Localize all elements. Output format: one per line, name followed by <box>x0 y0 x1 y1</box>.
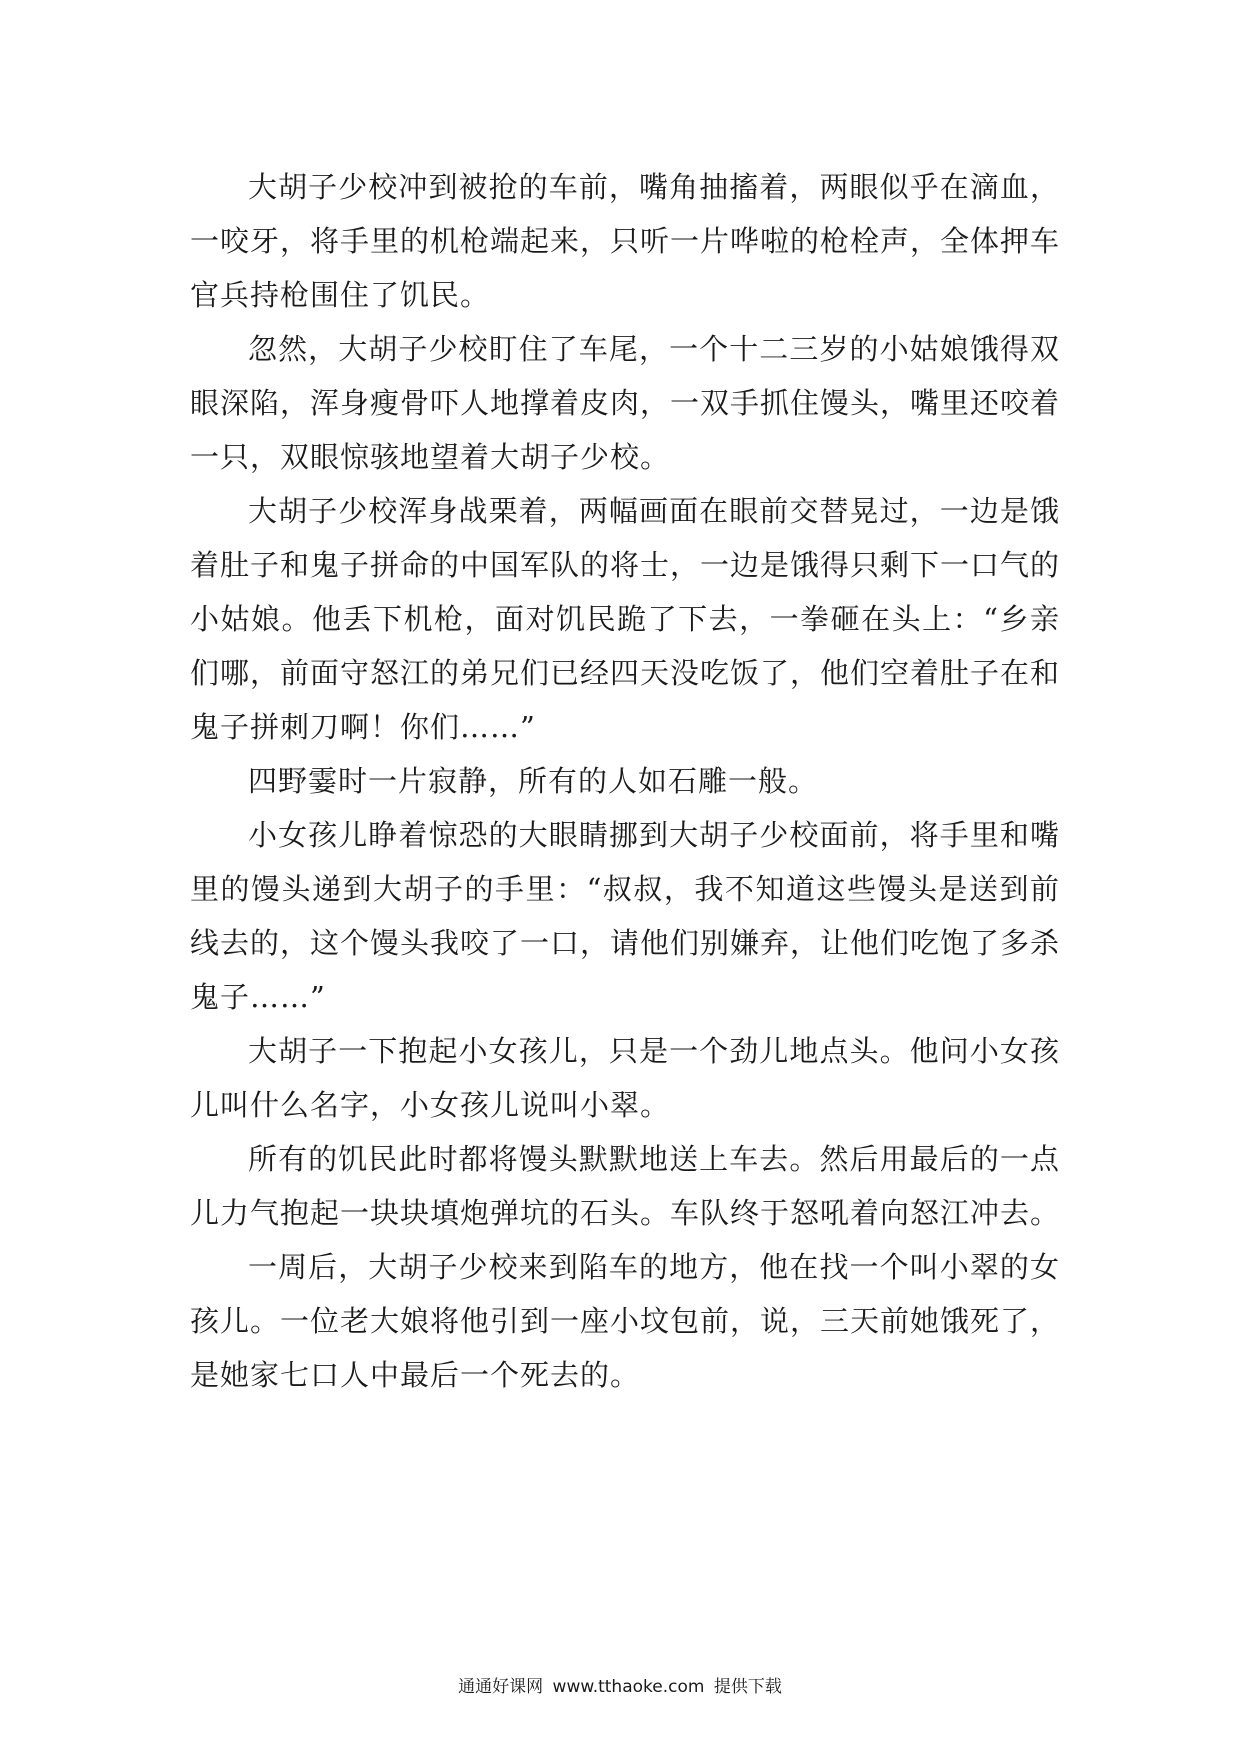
paragraph-4: 四野霎时一片寂静，所有的人如石雕一般。 <box>248 764 819 798</box>
page-footer: 通通好课网 www.tthaoke.com 提供下载 <box>458 1677 782 1697</box>
paragraph-1: 大胡子少校冲到被抢的车前，嘴角抽搐着，两眼似乎在滴血，一咬牙，将手里的机枪端起来，只听一片哗啦的枪栓声，全体押车官兵持枪围住了饥民。 <box>190 170 1061 312</box>
paragraph-6: 大胡子一下抱起小女孩儿，只是一个劲儿地点头。他问小女孩儿叫什么名字，小女孩儿说叫小翠。 <box>190 1034 1060 1122</box>
paragraph-2: 忽然，大胡子少校盯住了车尾，一个十二三岁的小姑娘饿得双眼深陷，浑身瘦骨吓人地撑着皮肉，一双手抓住馒头，嘴里还咬着一只，双眼惊骇地望着大胡子少校。 <box>190 332 1061 474</box>
story-body <box>190 160 1060 1402</box>
paragraph-5: 小女孩儿睁着惊恐的大眼睛挪到大胡子少校面前，将手里和嘴里的馒头递到大胡子的手里：“叔叔，我不知道这些馒头是送到前线去的，这个馒头我咬了一口，请他们别嫌弃，让他们吃饱了多杀鬼子……” <box>190 818 1061 1014</box>
paragraph-7: 所有的饥民此时都将馒头默默地送上车去。然后用最后的一点儿力气抱起一块块填炮弹坑的石头。车队终于怒吼着向怒江冲去。 <box>190 1142 1061 1230</box>
paragraph-8: 一周后，大胡子少校来到陷车的地方，他在找一个叫小翠的女孩儿。一位老大娘将他引到一座小坟包前，说，三天前她饿死了，是她家七口人中最后一个死去的。 <box>190 1250 1061 1392</box>
paragraph-3: 大胡子少校浑身战栗着，两幅画面在眼前交替晃过，一边是饿着肚子和鬼子拼命的中国军队的将士，一边是饿得只剩下一口气的小姑娘。他丢下机枪，面对饥民跪了下去，一拳砸在头上：“乡亲们哪，前面守怒江的弟兄们已经四天没吃饭了，他们空着肚子在和鬼子拼刺刀啊！你们……” <box>190 494 1061 744</box>
